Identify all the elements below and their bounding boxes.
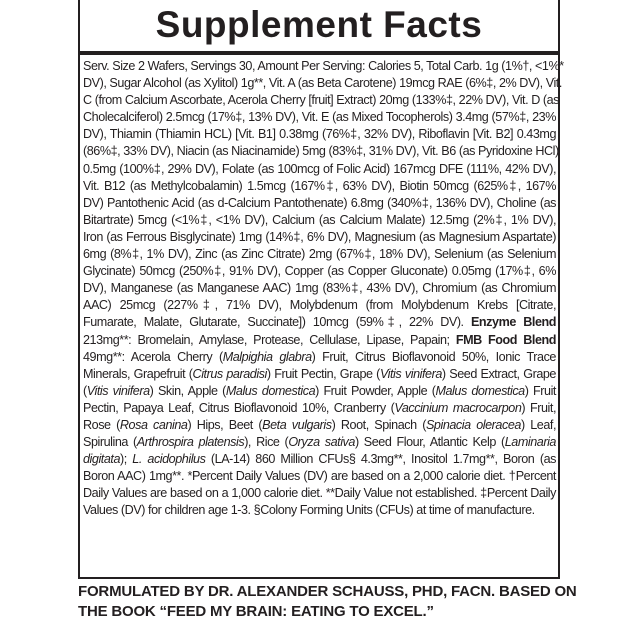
text-line: Bitartrate) 5mcg (<1%‡, <1% DV), Calcium (as Calcium Malate) 12.5mg (2%‡, 1% DV), bbox=[83, 212, 556, 227]
panel-title: Supplement Facts bbox=[155, 4, 483, 45]
text-line: AAC) 25mcg (227%‡, 71% DV), Molybdenum (from Molybdenum Krebs [Citrate, bbox=[83, 298, 556, 313]
text-line: Spirulina (Arthrospira platensis), Rice (Oryza sativa) Seed Flour, Atlantic Kelp (Laminaria bbox=[83, 435, 556, 450]
text-line: digitata); L. acidophilus (LA-14) 860 Million CFUs§ 4.3mg**, Inositol 1.7mg**, Boron (as bbox=[83, 452, 556, 467]
text-line: Cholecalciferol) 2.5mcg (17%‡, 13% DV), Vit. E (as Mixed Tocopherols) 3.4mg (57%‡, 23% bbox=[83, 110, 556, 125]
credit-line: FORMULATED BY DR. ALEXANDER SCHAUSS, PHD, FACN. BASED ON bbox=[78, 583, 577, 600]
text-line: C (from Calcium Ascorbate, Acerola Cherry [fruit] Extract) 20mg (133%‡, 22% DV), Vit. D (as bbox=[83, 93, 560, 108]
text-line: DV), Manganese (as Manganese AAC) 1mg (83%‡, 43% DV), Chromium (as Chromium bbox=[83, 281, 556, 296]
text-line: 6mg (8%‡, 1% DV), Zinc (as Zinc Citrate) 2mg (67%‡, 18% DV), Selenium (as Selenium bbox=[83, 247, 556, 262]
supplement-facts-panel bbox=[78, 0, 564, 579]
text-line: Rose (Rosa canina) Hips, Beet (Beta vulgaris) Root, Spinach (Spinacia oleracea) Leaf, bbox=[83, 417, 556, 432]
text-line: Vit. B12 (as Methylcobalamin) 1.5mcg (167%‡, 63% DV), Biotin 50mcg (625%‡, 167% bbox=[83, 178, 556, 193]
text-line: Values (DV) for children age 1-3. §Colony Forming Units (CFUs) at time of manufacture. bbox=[83, 503, 535, 518]
ingredients-text bbox=[83, 58, 564, 520]
text-line: Glycinate) 50mcg (250%‡, 91% DV), Copper (as Copper Gluconate) 0.05mg (17%‡, 6% bbox=[83, 264, 556, 279]
formulation-credit bbox=[78, 582, 577, 621]
title-divider bbox=[80, 51, 558, 55]
text-line: Pectin, Papaya Leaf, Citrus Bioflavonoid 10%, Cranberry (Vaccinium macrocarpon) Fruit, bbox=[83, 400, 556, 415]
text-line: 49mg**: Acerola Cherry (Malpighia glabra) Fruit, Citrus Bioflavonoid 50%, Ionic Trace bbox=[83, 349, 556, 364]
text-line: Minerals, Grapefruit (Citrus paradisi) Fruit Pectin, Grape (Vitis vinifera) Seed Extract, Grape bbox=[83, 366, 556, 381]
text-line: Daily Values are based on a 1,000 calorie diet. **Daily Value not established. ‡Percent Daily bbox=[83, 486, 556, 501]
text-line: Iron (as Ferrous Bisglycinate) 1mg (14%‡, 6% DV), Magnesium (as Magnesium Aspartate) bbox=[83, 229, 556, 244]
text-line: DV) Pantothenic Acid (as d-Calcium Pantothenate) 6.8mg (340%‡, 136% DV), Choline (as bbox=[83, 195, 556, 210]
text-line: (86%‡, 33% DV), Niacin (as Niacinamide) 5mg (83%‡, 31% DV), Vit. B6 (as Pyridoxine HCl) bbox=[83, 144, 559, 159]
text-line: DV), Sugar Alcohol (as Xylitol) 1g**, Vit. A (as Beta Carotene) 19mcg RAE (6%‡, 2% DV), Vit. bbox=[83, 76, 562, 91]
text-line: Boron AAC) 1mg**. *Percent Daily Values (DV) are based on a 2,000 calorie diet. †Percent bbox=[83, 469, 556, 484]
text-line: Serv. Size 2 Wafers, Servings 30, Amount Per Serving: Calories 5, Total Carb. 1g (1%†, <1%* bbox=[83, 59, 564, 73]
text-line: Fumarate, Malate, Glutarate, Succinate]) 10mcg (59%‡, 22% DV). Enzyme Blend bbox=[83, 315, 556, 330]
text-line: 0.5mg (100%‡, 29% DV), Folate (as 100mcg of Folic Acid) 167mcg DFE (111%, 42% DV), bbox=[83, 161, 556, 176]
text-line: DV), Thiamin (Thiamin HCL) [Vit. B1] 0.38mg (76%‡, 32% DV), Riboflavin [Vit. B2] 0.43mg bbox=[83, 127, 556, 142]
text-line: 213mg**: Bromelain, Amylase, Protease, Cellulase, Lipase, Papain; FMB Food Blend bbox=[83, 332, 556, 347]
text-line: (Vitis vinifera) Skin, Apple (Malus domestica) Fruit Powder, Apple (Malus domestica) Fruit bbox=[83, 383, 556, 398]
credit-line: THE BOOK “FEED MY BRAIN: EATING TO EXCEL.” bbox=[78, 602, 434, 620]
